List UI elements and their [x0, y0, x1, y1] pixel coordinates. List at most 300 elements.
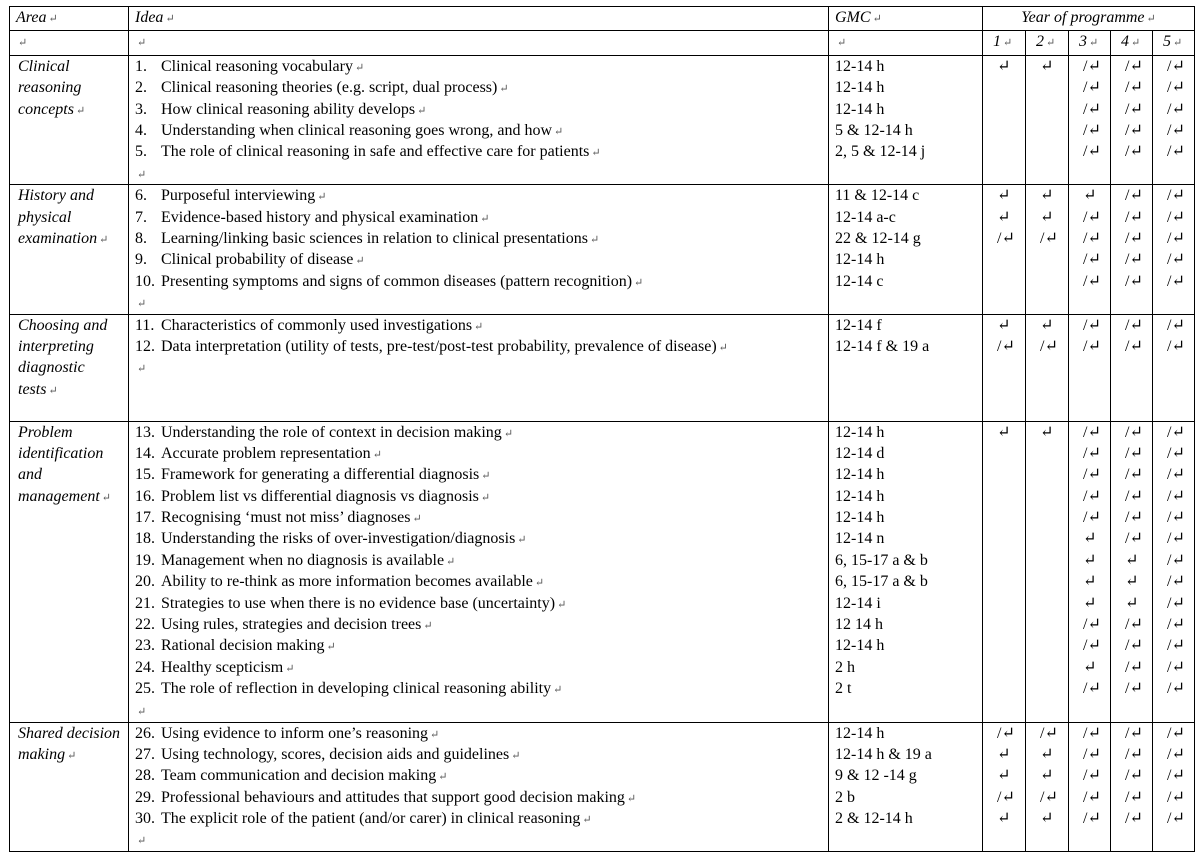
- idea-number: 3.: [135, 100, 147, 118]
- idea-header: Idea ↵: [129, 7, 829, 31]
- year-mark: /↵: [1125, 337, 1143, 355]
- year-mark: /↵: [1125, 788, 1143, 806]
- idea-number: 12.: [135, 337, 155, 355]
- year-mark: /↵: [1167, 788, 1185, 806]
- idea-number: 20.: [135, 573, 155, 591]
- idea-number: 24.: [135, 658, 155, 676]
- idea-number: 15.: [135, 466, 155, 484]
- idea-number: 4.: [135, 121, 147, 139]
- year-mark: /↵: [1167, 423, 1185, 441]
- year-mark: /↵: [1040, 229, 1058, 247]
- year-mark: /↵: [1125, 680, 1143, 698]
- idea-text: Strategies to use when there is no evidence base (uncertainty): [161, 594, 556, 612]
- curriculum-table: [9, 6, 1195, 852]
- idea-item: 12. Data interpretation (utility of tests, pre-test/post-test probability, prevalence of disease) ↵: [135, 336, 828, 357]
- subheader-row: [10, 31, 1195, 55]
- gmc-code: 12-14 h: [835, 637, 885, 655]
- idea-text: Ability to re-think as more information becomes available: [161, 573, 533, 591]
- year-of-programme-header: Year of programme ↵: [983, 7, 1195, 31]
- idea-number: 25.: [135, 680, 155, 698]
- idea-text: Evidence-based history and physical examination: [161, 208, 479, 226]
- year-mark: /↵: [1125, 229, 1143, 247]
- year-mark: ↵: [997, 187, 1011, 205]
- year-mark: [1036, 249, 1068, 270]
- gmc-code: 12-14 i: [835, 594, 881, 612]
- gmc-code: 2, 5 & 12-14 j: [835, 143, 926, 161]
- area-cell: Choosing and interpreting diagnostic tests ↵: [10, 314, 129, 421]
- idea-item: 2. Clinical reasoning theories (e.g. script, dual process) ↵: [135, 77, 828, 98]
- year-mark: /↵: [1083, 616, 1101, 634]
- year-1-cell: [983, 185, 1026, 314]
- year-mark: [993, 550, 1025, 571]
- idea-number: 17.: [135, 509, 155, 527]
- year-mark: /↵: [997, 724, 1015, 742]
- year-mark: [1036, 120, 1068, 141]
- idea-text: Professional behaviours and attitudes that support good decision making: [161, 788, 625, 806]
- idea-number: 14.: [135, 444, 155, 462]
- year-mark: /↵: [1083, 444, 1101, 462]
- idea-text: Problem list vs differential diagnosis vs diagnosis: [161, 487, 479, 505]
- idea-item: 14. Accurate problem representation ↵: [135, 443, 828, 464]
- idea-text: Recognising ‘must not miss’ diagnoses: [161, 509, 411, 527]
- idea-text: Team communication and decision making: [161, 767, 437, 785]
- gmc-cell: [829, 421, 983, 722]
- idea-cell: 6. Purposeful interviewing ↵ 7. Evidence-based history and physical examination ↵ 8. Learning/linking basic sciences in relation to clinical presentations ↵ 9. Clinical probability of disease ↵ 10. Presenting symptoms and signs of common diseases (pattern recognition) ↵ ↵: [129, 185, 829, 314]
- area-cell: Clinical reasoning concepts ↵: [10, 55, 129, 184]
- year-mark: /↵: [1167, 208, 1185, 226]
- year-mark: /↵: [1083, 788, 1101, 806]
- idea-cell: 13. Understanding the role of context in decision making ↵ 14. Accurate problem representation ↵ 15. Framework for generating a differential diagnosis ↵ 16. Problem list vs differential diagnosis vs diagnosis ↵ 17. Recognising ‘must not miss’ diagnoses ↵ 18. Understanding the risks of over-investigation/diagnosis ↵ 19. Management when no diagnosis is available ↵ 20. Ability to re-think as more information becomes available ↵ 21. Strategies to use when there is no evidence base (uncertainty) ↵ 22. Using rules, strategies and decision trees ↵ 23. Rational decision making ↵ 24. Healthy scepticism ↵ 25. The role of reflection in developing clinical reasoning ability ↵ ↵: [129, 421, 829, 722]
- idea-item: 15. Framework for generating a differential diagnosis ↵: [135, 464, 828, 485]
- year-mark: /↵: [1125, 658, 1143, 676]
- section-row: [10, 185, 1195, 314]
- year-mark: /↵: [1125, 810, 1143, 828]
- idea-item: 6. Purposeful interviewing ↵: [135, 185, 828, 206]
- idea-text: Learning/linking basic sciences in relation to clinical presentations: [161, 229, 588, 247]
- idea-item: 8. Learning/linking basic sciences in relation to clinical presentations ↵: [135, 228, 828, 249]
- subheader-gmc-cell: ↵: [829, 31, 983, 55]
- gmc-code: 12-14 h: [835, 57, 885, 75]
- year-mark: /↵: [1083, 423, 1101, 441]
- gmc-code: 12-14 h: [835, 466, 885, 484]
- year-3-cell: [1069, 722, 1111, 851]
- section-row: [10, 722, 1195, 851]
- year-mark: /↵: [1083, 251, 1101, 269]
- area-cell: History and physical examination ↵: [10, 185, 129, 314]
- idea-item: 23. Rational decision making ↵: [135, 635, 828, 656]
- year-mark: [1036, 678, 1068, 699]
- year-2-cell: [1026, 185, 1069, 314]
- year-2-cell: [1026, 55, 1069, 184]
- year-5-cell: [1153, 421, 1195, 722]
- gmc-code: 5 & 12-14 h: [835, 121, 913, 139]
- year-mark: /↵: [1167, 487, 1185, 505]
- idea-text: Using evidence to inform one’s reasoning: [161, 724, 429, 742]
- idea-item: 24. Healthy scepticism ↵: [135, 657, 828, 678]
- year-mark: /↵: [1125, 143, 1143, 161]
- year-mark: /↵: [1125, 187, 1143, 205]
- idea-item: 26. Using evidence to inform one’s reasoning ↵: [135, 723, 828, 744]
- gmc-code: 22 & 12-14 g: [835, 229, 921, 247]
- year-1-cell: [983, 722, 1026, 851]
- idea-number: 11.: [135, 316, 155, 334]
- year-5-cell: [1153, 314, 1195, 421]
- year-mark: /↵: [1167, 637, 1185, 655]
- gmc-cell: [829, 55, 983, 184]
- year-3-cell: [1069, 421, 1111, 722]
- idea-text: Understanding the role of context in decision making: [161, 423, 502, 441]
- year-5-header: 5 ↵: [1153, 31, 1195, 55]
- area-label: Problem identification and management: [18, 423, 104, 505]
- year-mark: /↵: [1167, 444, 1185, 462]
- year-mark: /↵: [1167, 316, 1185, 334]
- year-5-cell: [1153, 185, 1195, 314]
- year-mark: /↵: [1125, 272, 1143, 290]
- year-mark: /↵: [1167, 509, 1185, 527]
- idea-item: 27. Using technology, scores, decision aids and guidelines ↵: [135, 744, 828, 765]
- year-mark: /↵: [1083, 767, 1101, 785]
- year-mark: /↵: [1167, 187, 1185, 205]
- year-mark: /↵: [1040, 337, 1058, 355]
- year-mark: /↵: [997, 337, 1015, 355]
- idea-number: 9.: [135, 251, 147, 269]
- year-mark: [993, 507, 1025, 528]
- year-mark: /↵: [1167, 616, 1185, 634]
- gmc-code: 12-14 h: [835, 100, 885, 118]
- year-2-header: 2 ↵: [1026, 31, 1069, 55]
- idea-text: Understanding when clinical reasoning goes wrong, and how: [161, 121, 553, 139]
- year-mark: /↵: [1167, 79, 1185, 97]
- year-mark: /↵: [1083, 316, 1101, 334]
- gmc-code: 12-14 h: [835, 487, 885, 505]
- year-2-cell: [1026, 722, 1069, 851]
- year-mark: /↵: [1125, 745, 1143, 763]
- year-5-cell: [1153, 55, 1195, 184]
- idea-text: Characteristics of commonly used investigations: [161, 316, 473, 334]
- year-1-cell: [983, 314, 1026, 421]
- idea-item: 19. Management when no diagnosis is available ↵: [135, 550, 828, 571]
- year-mark: [993, 571, 1025, 592]
- idea-text: The explicit role of the patient (and/or carer) in clinical reasoning: [161, 810, 581, 828]
- idea-number: 26.: [135, 724, 155, 742]
- idea-number: 23.: [135, 637, 155, 655]
- year-mark: ↵: [1125, 573, 1139, 591]
- year-4-cell: [1111, 421, 1153, 722]
- year-mark: [993, 614, 1025, 635]
- year-mark: [1036, 528, 1068, 549]
- year-mark: [1036, 657, 1068, 678]
- gmc-code: 12-14 n: [835, 530, 885, 548]
- idea-item: 11. Characteristics of commonly used investigations ↵: [135, 315, 828, 336]
- year-mark: /↵: [1167, 658, 1185, 676]
- idea-number: 16.: [135, 487, 155, 505]
- section-row: [10, 314, 1195, 421]
- year-mark: /↵: [1083, 637, 1101, 655]
- year-mark: /↵: [1125, 423, 1143, 441]
- idea-number: 21.: [135, 594, 155, 612]
- idea-item: 10. Presenting symptoms and signs of common diseases (pattern recognition) ↵: [135, 271, 828, 292]
- year-mark: [993, 635, 1025, 656]
- idea-number: 5.: [135, 143, 147, 161]
- year-mark: [1036, 77, 1068, 98]
- year-mark: [993, 271, 1025, 292]
- gmc-code: 12-14 f & 19 a: [835, 337, 930, 355]
- year-5-cell: [1153, 722, 1195, 851]
- idea-text: Understanding the risks of over-investigation/diagnosis: [161, 530, 516, 548]
- year-mark: [1036, 571, 1068, 592]
- gmc-code: 12-14 h: [835, 509, 885, 527]
- year-mark: [1036, 486, 1068, 507]
- year-mark: [993, 464, 1025, 485]
- year-mark: [993, 99, 1025, 120]
- year-mark: /↵: [1167, 745, 1185, 763]
- area-cell: Problem identification and management ↵: [10, 421, 129, 722]
- year-2-cell: [1026, 314, 1069, 421]
- idea-item: 18. Understanding the risks of over-investigation/diagnosis ↵: [135, 528, 828, 549]
- idea-item: 4. Understanding when clinical reasoning goes wrong, and how ↵: [135, 120, 828, 141]
- idea-item: 5. The role of clinical reasoning in safe and effective care for patients ↵: [135, 141, 828, 162]
- year-mark: ↵: [997, 767, 1011, 785]
- year-1-cell: [983, 421, 1026, 722]
- gmc-code: 2 h: [835, 658, 855, 676]
- year-mark: /↵: [1167, 530, 1185, 548]
- idea-text: Management when no diagnosis is available: [161, 551, 445, 569]
- year-mark: /↵: [1125, 487, 1143, 505]
- year-mark: [1036, 464, 1068, 485]
- year-mark: /↵: [1167, 337, 1185, 355]
- year-mark: /↵: [1083, 100, 1101, 118]
- idea-text: Purposeful interviewing: [161, 187, 316, 205]
- year-mark: [1036, 635, 1068, 656]
- idea-item: 7. Evidence-based history and physical examination ↵: [135, 207, 828, 228]
- idea-text: Data interpretation (utility of tests, pre-test/post-test probability, prevalence of disease): [161, 337, 717, 355]
- gmc-cell: [829, 314, 983, 421]
- year-mark: [993, 657, 1025, 678]
- year-mark: [1036, 141, 1068, 162]
- idea-number: 18.: [135, 530, 155, 548]
- gmc-code: 12-14 h: [835, 79, 885, 97]
- year-mark: /↵: [1167, 551, 1185, 569]
- year-mark: ↵: [1040, 767, 1054, 785]
- year-mark: /↵: [1125, 79, 1143, 97]
- year-mark: ↵: [1083, 551, 1097, 569]
- year-mark: /↵: [1167, 680, 1185, 698]
- idea-item: 25. The role of reflection in developing clinical reasoning ability ↵: [135, 678, 828, 699]
- year-mark: ↵: [1083, 594, 1097, 612]
- year-mark: /↵: [1125, 444, 1143, 462]
- idea-item: 16. Problem list vs differential diagnosis vs diagnosis ↵: [135, 486, 828, 507]
- year-mark: /↵: [1083, 229, 1101, 247]
- gmc-code: 2 b: [835, 788, 855, 806]
- gmc-code: 12-14 h & 19 a: [835, 745, 932, 763]
- year-mark: ↵: [1040, 57, 1054, 75]
- year-3-header: 3 ↵: [1069, 31, 1111, 55]
- year-mark: [1036, 550, 1068, 571]
- year-mark: /↵: [1083, 121, 1101, 139]
- idea-item: 20. Ability to re-think as more information becomes available ↵: [135, 571, 828, 592]
- year-mark: [993, 678, 1025, 699]
- gmc-code: 11 & 12-14 c: [835, 187, 920, 205]
- idea-text: Framework for generating a differential diagnosis: [161, 466, 480, 484]
- idea-item: 13. Understanding the role of context in decision making ↵: [135, 422, 828, 443]
- year-2-cell: [1026, 421, 1069, 722]
- year-mark: [1036, 443, 1068, 464]
- year-mark: ↵: [1083, 530, 1097, 548]
- year-mark: /↵: [1083, 487, 1101, 505]
- idea-item: 22. Using rules, strategies and decision trees ↵: [135, 614, 828, 635]
- year-mark: ↵: [997, 810, 1011, 828]
- year-mark: /↵: [1083, 745, 1101, 763]
- year-mark: [993, 528, 1025, 549]
- idea-cell: 26. Using evidence to inform one’s reasoning ↵ 27. Using technology, scores, decision aids and guidelines ↵ 28. Team communication and decision making ↵ 29. Professional behaviours and attitudes that support good decision making ↵ 30. The explicit role of the patient (and/or carer) in clinical reasoning ↵ ↵: [129, 722, 829, 851]
- idea-item: 1. Clinical reasoning vocabulary ↵: [135, 56, 828, 77]
- idea-number: 28.: [135, 767, 155, 785]
- gmc-cell: [829, 722, 983, 851]
- year-mark: /↵: [1083, 680, 1101, 698]
- year-mark: /↵: [1167, 272, 1185, 290]
- year-mark: /↵: [997, 788, 1015, 806]
- idea-number: 27.: [135, 745, 155, 763]
- area-cell: Shared decision making ↵: [10, 722, 129, 851]
- subheader-area-cell: ↵: [10, 31, 129, 55]
- year-mark: /↵: [1083, 724, 1101, 742]
- year-mark: ↵: [1040, 745, 1054, 763]
- year-mark: [993, 443, 1025, 464]
- idea-text: Rational decision making: [161, 637, 325, 655]
- year-mark: [993, 120, 1025, 141]
- area-label: Clinical reasoning concepts: [18, 57, 82, 118]
- year-4-cell: [1111, 314, 1153, 421]
- gmc-code: 6, 15-17 a & b: [835, 551, 928, 569]
- gmc-cell: [829, 185, 983, 314]
- table-body: [10, 7, 1195, 852]
- year-mark: /↵: [1125, 316, 1143, 334]
- area-header: Area ↵: [10, 7, 129, 31]
- year-3-cell: [1069, 314, 1111, 421]
- year-mark: /↵: [1083, 208, 1101, 226]
- year-mark: /↵: [1167, 229, 1185, 247]
- idea-cell: 1. Clinical reasoning vocabulary ↵ 2. Clinical reasoning theories (e.g. script, dual process) ↵ 3. How clinical reasoning ability develops ↵ 4. Understanding when clinical reasoning goes wrong, and how ↵ 5. The role of clinical reasoning in safe and effective care for patients ↵ ↵: [129, 55, 829, 184]
- year-mark: /↵: [1083, 143, 1101, 161]
- section-row: [10, 55, 1195, 184]
- year-mark: [1036, 99, 1068, 120]
- year-mark: ↵: [1040, 187, 1054, 205]
- year-mark: /↵: [1125, 251, 1143, 269]
- gmc-code: 2 t: [835, 680, 852, 698]
- year-mark: /↵: [1125, 637, 1143, 655]
- year-mark: /↵: [1125, 724, 1143, 742]
- year-mark: ↵: [1083, 573, 1097, 591]
- idea-text: How clinical reasoning ability develops: [161, 100, 416, 118]
- gmc-code: 12-14 d: [835, 444, 885, 462]
- year-mark: [993, 249, 1025, 270]
- year-mark: /↵: [1083, 57, 1101, 75]
- gmc-code: 12-14 c: [835, 272, 884, 290]
- idea-number: 2.: [135, 79, 147, 97]
- gmc-code: 12-14 h: [835, 423, 885, 441]
- idea-text: Using technology, scores, decision aids and guidelines: [161, 745, 510, 763]
- idea-item: 21. Strategies to use when there is no evidence base (uncertainty) ↵: [135, 593, 828, 614]
- year-mark: ↵: [997, 423, 1011, 441]
- idea-number: 7.: [135, 208, 147, 226]
- year-mark: /↵: [1083, 337, 1101, 355]
- year-mark: /↵: [1167, 143, 1185, 161]
- year-mark: /↵: [1125, 57, 1143, 75]
- gmc-code: 9 & 12 -14 g: [835, 767, 917, 785]
- year-mark: /↵: [1167, 57, 1185, 75]
- year-mark: [1036, 271, 1068, 292]
- year-mark: ↵: [997, 745, 1011, 763]
- year-mark: /↵: [1083, 509, 1101, 527]
- year-mark: /↵: [1167, 121, 1185, 139]
- section-row: [10, 421, 1195, 722]
- year-mark: ↵: [997, 316, 1011, 334]
- year-mark: [1036, 593, 1068, 614]
- year-mark: ↵: [1040, 810, 1054, 828]
- year-4-header: 4 ↵: [1111, 31, 1153, 55]
- year-mark: [1036, 507, 1068, 528]
- year-mark: /↵: [1125, 100, 1143, 118]
- year-mark: ↵: [1083, 187, 1097, 205]
- idea-item: 9. Clinical probability of disease ↵: [135, 249, 828, 270]
- year-mark: /↵: [1125, 121, 1143, 139]
- year-mark: [993, 141, 1025, 162]
- gmc-code: 12-14 h: [835, 724, 885, 742]
- idea-item: 28. Team communication and decision making ↵: [135, 765, 828, 786]
- gmc-code: 6, 15-17 a & b: [835, 573, 928, 591]
- idea-number: 29.: [135, 788, 155, 806]
- year-mark: /↵: [1040, 788, 1058, 806]
- idea-text: Accurate problem representation: [161, 444, 371, 462]
- year-1-header: 1 ↵: [983, 31, 1026, 55]
- year-mark: [1036, 614, 1068, 635]
- year-mark: [993, 593, 1025, 614]
- idea-number: 10.: [135, 272, 155, 290]
- idea-text: Clinical probability of disease: [161, 251, 354, 269]
- year-mark: /↵: [1125, 509, 1143, 527]
- year-mark: /↵: [1083, 79, 1101, 97]
- idea-number: 13.: [135, 423, 155, 441]
- idea-item: 17. Recognising ‘must not miss’ diagnoses ↵: [135, 507, 828, 528]
- idea-cell: 11. Characteristics of commonly used investigations ↵ 12. Data interpretation (utility of tests, pre-test/post-test probability, prevalence of disease) ↵ ↵: [129, 314, 829, 421]
- gmc-code: 12 14 h: [835, 616, 883, 634]
- idea-text: Clinical reasoning vocabulary: [161, 57, 353, 75]
- year-mark: /↵: [1083, 810, 1101, 828]
- year-mark: /↵: [1167, 100, 1185, 118]
- area-label: Shared decision making: [18, 724, 121, 763]
- year-mark: /↵: [1167, 251, 1185, 269]
- year-4-cell: [1111, 55, 1153, 184]
- gmc-code: 12-14 f: [835, 316, 882, 334]
- idea-number: 22.: [135, 616, 155, 634]
- area-label: History and physical examination: [18, 187, 98, 247]
- year-mark: /↵: [1125, 466, 1143, 484]
- idea-number: 30.: [135, 810, 155, 828]
- year-mark: /↵: [1083, 272, 1101, 290]
- idea-number: 19.: [135, 551, 155, 569]
- year-mark: /↵: [997, 229, 1015, 247]
- year-3-cell: [1069, 185, 1111, 314]
- year-1-cell: [983, 55, 1026, 184]
- year-mark: ↵: [997, 208, 1011, 226]
- idea-number: 8.: [135, 229, 147, 247]
- idea-item: 30. The explicit role of the patient (and/or carer) in clinical reasoning ↵: [135, 808, 828, 829]
- idea-text: Clinical reasoning theories (e.g. script, dual process): [161, 79, 498, 97]
- gmc-code: 12-14 h: [835, 251, 885, 269]
- year-mark: /↵: [1125, 530, 1143, 548]
- idea-text: Using rules, strategies and decision trees: [161, 616, 422, 634]
- year-mark: ↵: [1125, 594, 1139, 612]
